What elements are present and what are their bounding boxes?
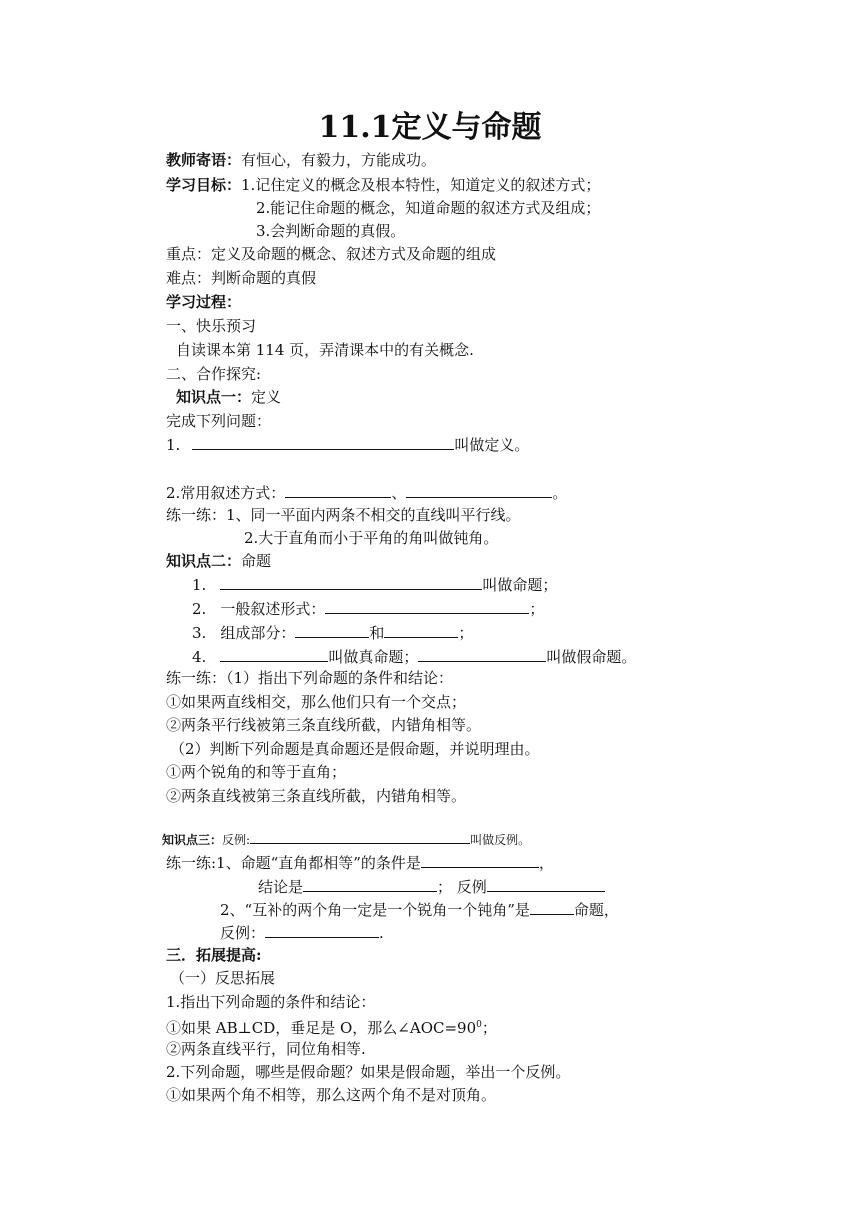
k2-i4-mid: 叫做真命题； bbox=[328, 648, 419, 666]
k3-l1-a: 练一练:1、命题“直角都相等”的条件是 bbox=[166, 854, 421, 872]
part3-item bbox=[166, 1015, 497, 1038]
k2-i3-end: ； bbox=[458, 624, 474, 642]
counterexample-blank-3[interactable] bbox=[265, 922, 379, 938]
part3-subheading: （一）反思拓展 bbox=[170, 969, 276, 987]
k2-item-1 bbox=[192, 574, 557, 595]
k2-item-4 bbox=[192, 646, 636, 667]
part3-heading: 三．拓展提高: bbox=[166, 946, 262, 964]
k2-practice-item: ②两条平行线被第三条直线所截，内错角相等。 bbox=[166, 716, 482, 734]
k3-l1-b: ， bbox=[538, 854, 554, 872]
definition-blank[interactable] bbox=[192, 434, 454, 450]
k1-question-2 bbox=[166, 482, 567, 503]
q1a-text: ①如果 AB⊥CD，垂足是 O，那么∠AOC=90 bbox=[166, 1019, 477, 1037]
part1-text: 自读课本第 114 页，弄清课本中的有关概念. bbox=[176, 341, 474, 359]
part1-heading: 一、快乐预习 bbox=[166, 317, 257, 335]
condition-blank[interactable] bbox=[421, 852, 539, 868]
component-blank-1[interactable] bbox=[295, 622, 369, 638]
proposition-blank[interactable] bbox=[220, 574, 482, 590]
k2-i1-tail: 叫做命题； bbox=[482, 576, 558, 594]
k1-q1-num: 1. bbox=[166, 436, 181, 454]
knowledge-point-3 bbox=[162, 830, 530, 850]
part2-heading: 二、合作探究: bbox=[166, 365, 262, 383]
k2-i2-num: 2. bbox=[192, 600, 207, 618]
focus-line: 重点：定义及命题的概念、叙述方式及命题的组成 bbox=[166, 245, 497, 263]
k3-l4-b: . bbox=[379, 924, 384, 942]
k3-tail: 叫做反例。 bbox=[470, 833, 531, 847]
goal-item: 2.能记住命题的概念，知道命题的叙述方式及组成； bbox=[256, 199, 601, 217]
k1-practice bbox=[166, 505, 521, 525]
k2-i2-end: ； bbox=[529, 600, 545, 618]
false-proposition-blank[interactable] bbox=[418, 646, 546, 662]
k1-label: 知识点一： bbox=[176, 388, 252, 406]
process-label: 学习过程： bbox=[166, 293, 242, 311]
k3-l3-a: 2、“互补的两个角一定是一个锐角一个钝角”是 bbox=[220, 901, 530, 919]
k3-text: 反例: bbox=[222, 833, 251, 847]
k2-practice-item: ②两条直线被第三条直线所截，内错角相等。 bbox=[166, 787, 467, 805]
part3-item: ①如果两个角不相等，那么这两个角不是对顶角。 bbox=[166, 1086, 497, 1104]
narration-blank-1[interactable] bbox=[285, 482, 391, 498]
k1-q2-text: 2.常用叙述方式： bbox=[166, 484, 286, 502]
k2-practice-item: （2）判断下列命题是真命题还是假命题，并说明理由。 bbox=[170, 740, 540, 758]
learning-goals bbox=[166, 175, 600, 195]
k2-i3-mid: 和 bbox=[369, 624, 385, 642]
k1-prompt: 完成下列问题： bbox=[166, 412, 272, 430]
part3-question-1: 1.指出下列命题的条件和结论： bbox=[166, 993, 376, 1011]
k2-i3-text: 组成部分： bbox=[220, 624, 296, 642]
k2-i4-num: 4. bbox=[192, 648, 207, 666]
goal-item: 3.会判断命题的真假。 bbox=[256, 222, 406, 240]
k2-topic: 命题 bbox=[241, 552, 272, 570]
k2-i1-num: 1. bbox=[192, 576, 207, 594]
knowledge-point-1 bbox=[176, 387, 281, 407]
conclusion-blank[interactable] bbox=[303, 876, 437, 892]
part3-item: ②两条直线平行，同位角相等. bbox=[166, 1040, 366, 1058]
k3-l2-a: 结论是 bbox=[258, 878, 304, 896]
k1-q2-sep: 、 bbox=[391, 484, 407, 502]
k1-practice-item: 2.大于直角而小于平角的角叫做钝角。 bbox=[244, 529, 499, 547]
k2-practice-item: ①如果两直线相交，那么他们只有一个交点； bbox=[166, 693, 467, 711]
k1-practice-item: 1、同一平面内两条不相交的直线叫平行线。 bbox=[226, 506, 521, 524]
motto-label: 教师寄语： bbox=[166, 151, 242, 169]
k2-item-3 bbox=[192, 622, 473, 643]
k3-line-1 bbox=[166, 852, 554, 873]
k3-l2-b: ； 反例 bbox=[437, 878, 487, 896]
k2-i2-text: 一般叙述形式： bbox=[220, 600, 326, 618]
k2-i3-num: 3. bbox=[192, 624, 207, 642]
part3-question-2: 2.下列命题，哪些是假命题？如果是假命题，举出一个反例。 bbox=[166, 1063, 571, 1081]
component-blank-2[interactable] bbox=[384, 622, 458, 638]
k1-q2-end: 。 bbox=[552, 484, 568, 502]
k3-label: 知识点三： bbox=[162, 833, 223, 847]
k2-label: 知识点二： bbox=[166, 552, 242, 570]
q1a-end: ； bbox=[481, 1019, 497, 1037]
k3-line-4 bbox=[220, 922, 384, 943]
k3-l4-a: 反例： bbox=[220, 924, 266, 942]
goal-item: 1.记住定义的概念及根本特性，知道定义的叙述方式； bbox=[241, 176, 601, 194]
k1-topic: 定义 bbox=[251, 388, 282, 406]
k3-line-2 bbox=[258, 876, 605, 897]
degree-mark: 0 bbox=[476, 1020, 482, 1030]
true-proposition-blank[interactable] bbox=[220, 646, 328, 662]
goals-label: 学习目标： bbox=[166, 176, 242, 194]
narration-blank-2[interactable] bbox=[406, 482, 552, 498]
k2-practice-item: ①两个锐角的和等于直角； bbox=[166, 763, 347, 781]
k3-line-3 bbox=[220, 899, 619, 920]
k2-item-2 bbox=[192, 598, 544, 619]
counterexample-blank[interactable] bbox=[250, 831, 470, 844]
type-blank[interactable] bbox=[530, 899, 574, 915]
counterexample-blank-2[interactable] bbox=[487, 876, 605, 892]
k1-q1-tail: 叫做定义。 bbox=[454, 436, 530, 454]
difficulty-line: 难点：判断命题的真假 bbox=[166, 269, 317, 287]
k2-i4-tail: 叫做假命题。 bbox=[546, 648, 637, 666]
k2-practice-intro: 练一练：（1）指出下列命题的条件和结论： bbox=[166, 669, 454, 687]
k1-practice-label: 练一练： bbox=[166, 506, 227, 524]
page-title: 11.1定义与命题 bbox=[318, 110, 542, 145]
form-blank[interactable] bbox=[325, 598, 529, 614]
teacher-motto bbox=[166, 150, 436, 170]
k1-question-1 bbox=[166, 434, 529, 455]
k3-l3-b: 命题， bbox=[573, 901, 619, 919]
knowledge-point-2 bbox=[166, 551, 271, 571]
motto-text: 有恒心，有毅力，方能成功。 bbox=[241, 151, 437, 169]
